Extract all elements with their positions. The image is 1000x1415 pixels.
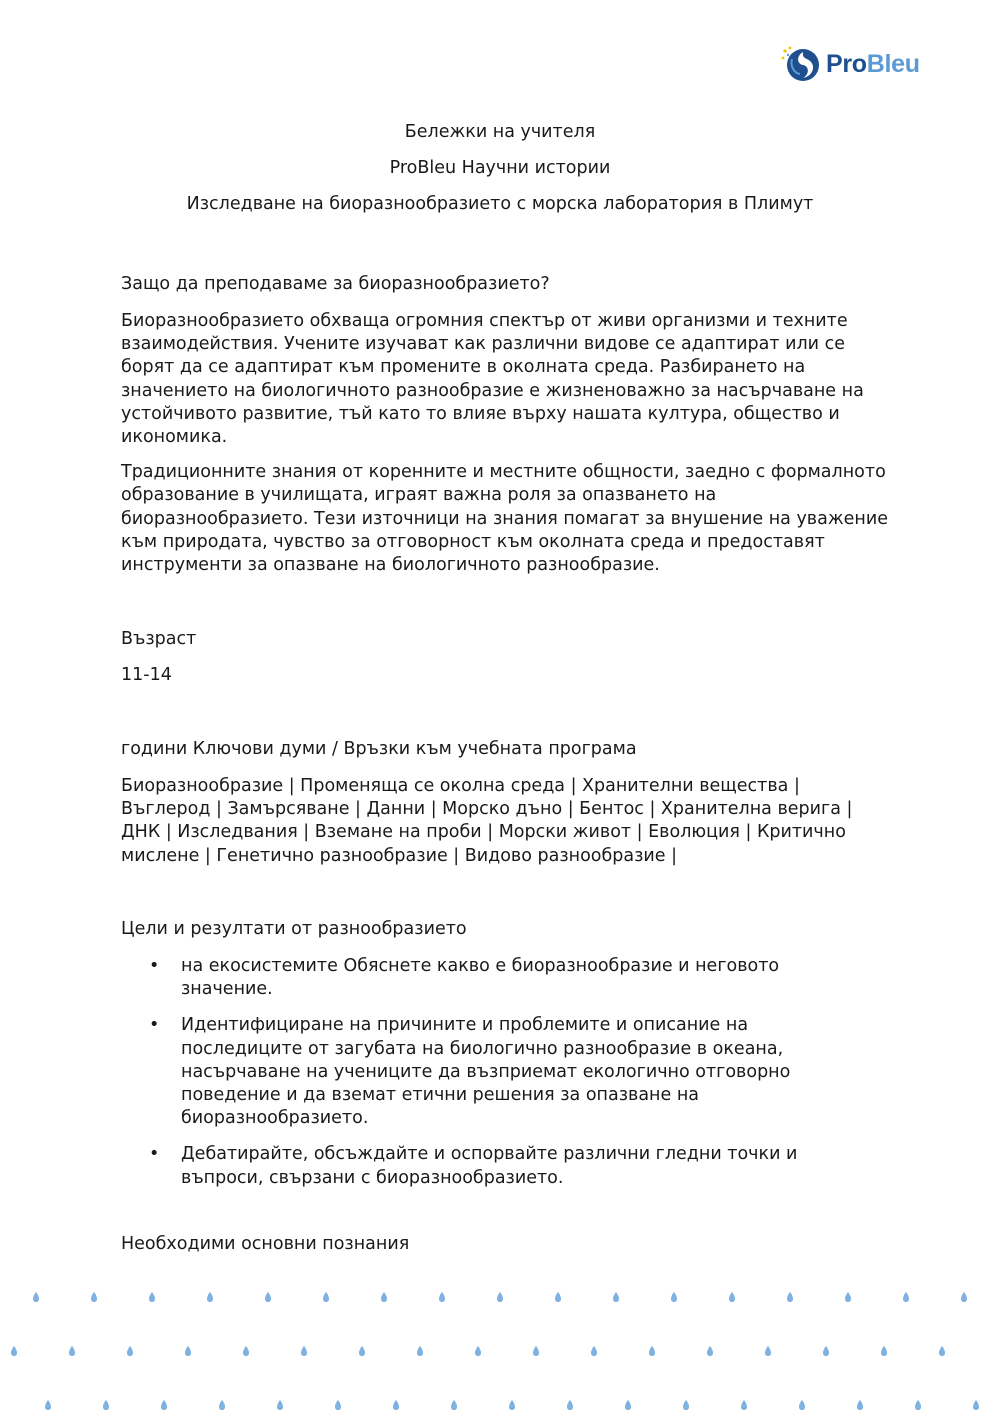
- droplet-icon: [33, 1292, 39, 1302]
- droplet-pattern-decoration: [0, 1280, 1000, 1415]
- keywords-heading: години Ключови думи / Връзки към учебната програма: [121, 739, 637, 759]
- droplet-icon: [625, 1400, 631, 1410]
- droplet-icon: [799, 1400, 805, 1410]
- droplet-icon: [509, 1400, 515, 1410]
- droplet-icon: [381, 1292, 387, 1302]
- droplet-icon: [533, 1346, 539, 1356]
- goals-heading: Цели и резултати от разнообразието: [121, 919, 467, 939]
- droplet-icon: [185, 1346, 191, 1356]
- droplet-icon: [903, 1292, 909, 1302]
- prerequisites-heading: Необходими основни познания: [121, 1234, 410, 1254]
- droplet-icon: [323, 1292, 329, 1302]
- droplet-icon: [729, 1292, 735, 1302]
- droplet-icon: [161, 1400, 167, 1410]
- why-section: [121, 310, 891, 577]
- droplet-icon: [915, 1400, 921, 1410]
- droplet-icon: [149, 1292, 155, 1302]
- droplet-icon: [845, 1292, 851, 1302]
- probleu-logo: [780, 44, 920, 84]
- droplet-icon: [207, 1292, 213, 1302]
- why-heading: Защо да преподаваме за биоразнообразието?: [121, 274, 550, 294]
- droplet-icon: [823, 1346, 829, 1356]
- droplet-icon: [335, 1400, 341, 1410]
- series-title: ProBleu Научни истории: [389, 158, 611, 178]
- why-paragraph-1: Биоразнообразието обхваща огромния спектър от живи организми и техните взаимодействия. Учените изучават как различни видове се адаптират или се борят да се адаптират към промените в околната среда. Разбирането на значението на биологичното разнообразие е жизненоважно за насърчаване на устойчивото развитие, тъй като то влияе върху нашата култура, общество и икономика.: [121, 311, 864, 448]
- droplet-icon: [881, 1346, 887, 1356]
- goal-text: Дебатирайте, обсъждайте и оспорвайте различни гледни точки и въпроси, свързани с биоразнообразието.: [181, 1144, 798, 1188]
- age-heading: Възраст: [121, 629, 197, 649]
- age-value: 11-14: [121, 665, 172, 685]
- droplet-icon: [787, 1292, 793, 1302]
- goal-text: Идентифициране на причините и проблемите и описание на последиците от загубата на биологично разнообразие в океана, насърчаване на учениците да възприемат екологично отговорно поведение и да вземат етични решения за опазване на биоразнообразието.: [181, 1015, 791, 1129]
- droplet-icon: [765, 1346, 771, 1356]
- droplet-icon: [671, 1292, 677, 1302]
- droplet-icon: [683, 1400, 689, 1410]
- droplet-icon: [555, 1292, 561, 1302]
- document-header: [0, 120, 1000, 216]
- why-paragraph-2: Традиционните знания от коренните и местните общности, заедно с формалното образование в училищата, играят важна роля за опазването на биоразнообразието. Тези източници на знания помагат за внушение на уважение към природата, чувство за отговорност към околната среда и предоставят инструменти за опазване на биологичното разнообразие.: [121, 462, 888, 576]
- logo-wordmark: [826, 50, 920, 79]
- bullet-icon: •: [149, 956, 160, 976]
- logo-text-pro: Pro: [826, 49, 867, 78]
- probleu-emblem-icon: [780, 44, 822, 84]
- list-item: [121, 1143, 841, 1189]
- droplet-icon: [301, 1346, 307, 1356]
- droplet-icon: [393, 1400, 399, 1410]
- droplet-icon: [127, 1346, 133, 1356]
- story-title: Изследване на биоразнообразието с морска лаборатория в Плимут: [186, 194, 814, 214]
- doc-type-title: Бележки на учителя: [404, 122, 596, 142]
- droplet-icon: [857, 1400, 863, 1410]
- keywords-text: Биоразнообразие | Променяща се околна среда | Хранителни вещества | Въглерод | Замърсяване | Данни | Морско дъно | Бентос | Хранителна верига | ДНК | Изследвания | Вземане на проби | Морски живот | Еволюция | Критично мислене | Генетично разнообразие | Видово разнообразие |: [121, 776, 853, 866]
- droplet-icon: [973, 1400, 979, 1410]
- bullet-icon: •: [149, 1015, 160, 1036]
- list-item: [121, 1014, 841, 1130]
- droplet-icon: [69, 1346, 75, 1356]
- goal-text: на екосистемите Обяснете какво е биоразнообразие и неговото значение.: [181, 956, 780, 1000]
- bullet-icon: •: [149, 1144, 160, 1165]
- droplet-icon: [567, 1400, 573, 1410]
- droplet-icon: [741, 1400, 747, 1410]
- droplet-icon: [451, 1400, 457, 1410]
- droplet-icon: [497, 1292, 503, 1302]
- droplet-icon: [649, 1346, 655, 1356]
- logo-text-bleu: Bleu: [866, 49, 920, 78]
- droplet-icon: [961, 1292, 967, 1302]
- list-item: [121, 955, 841, 1001]
- goals-list: [121, 955, 841, 1190]
- droplet-icon: [243, 1346, 249, 1356]
- droplet-icon: [11, 1346, 17, 1356]
- droplet-icon: [417, 1346, 423, 1356]
- droplet-icon: [103, 1400, 109, 1410]
- droplet-icon: [359, 1346, 365, 1356]
- droplet-icon: [613, 1292, 619, 1302]
- droplet-icon: [439, 1292, 445, 1302]
- droplet-icon: [591, 1346, 597, 1356]
- droplet-icon: [707, 1346, 713, 1356]
- droplet-icon: [219, 1400, 225, 1410]
- droplet-icon: [277, 1400, 283, 1410]
- droplet-icon: [265, 1292, 271, 1302]
- droplet-icon: [475, 1346, 481, 1356]
- droplet-icon: [45, 1400, 51, 1410]
- droplet-icon: [91, 1292, 97, 1302]
- goals-section: [121, 955, 841, 1190]
- droplet-icon: [939, 1346, 945, 1356]
